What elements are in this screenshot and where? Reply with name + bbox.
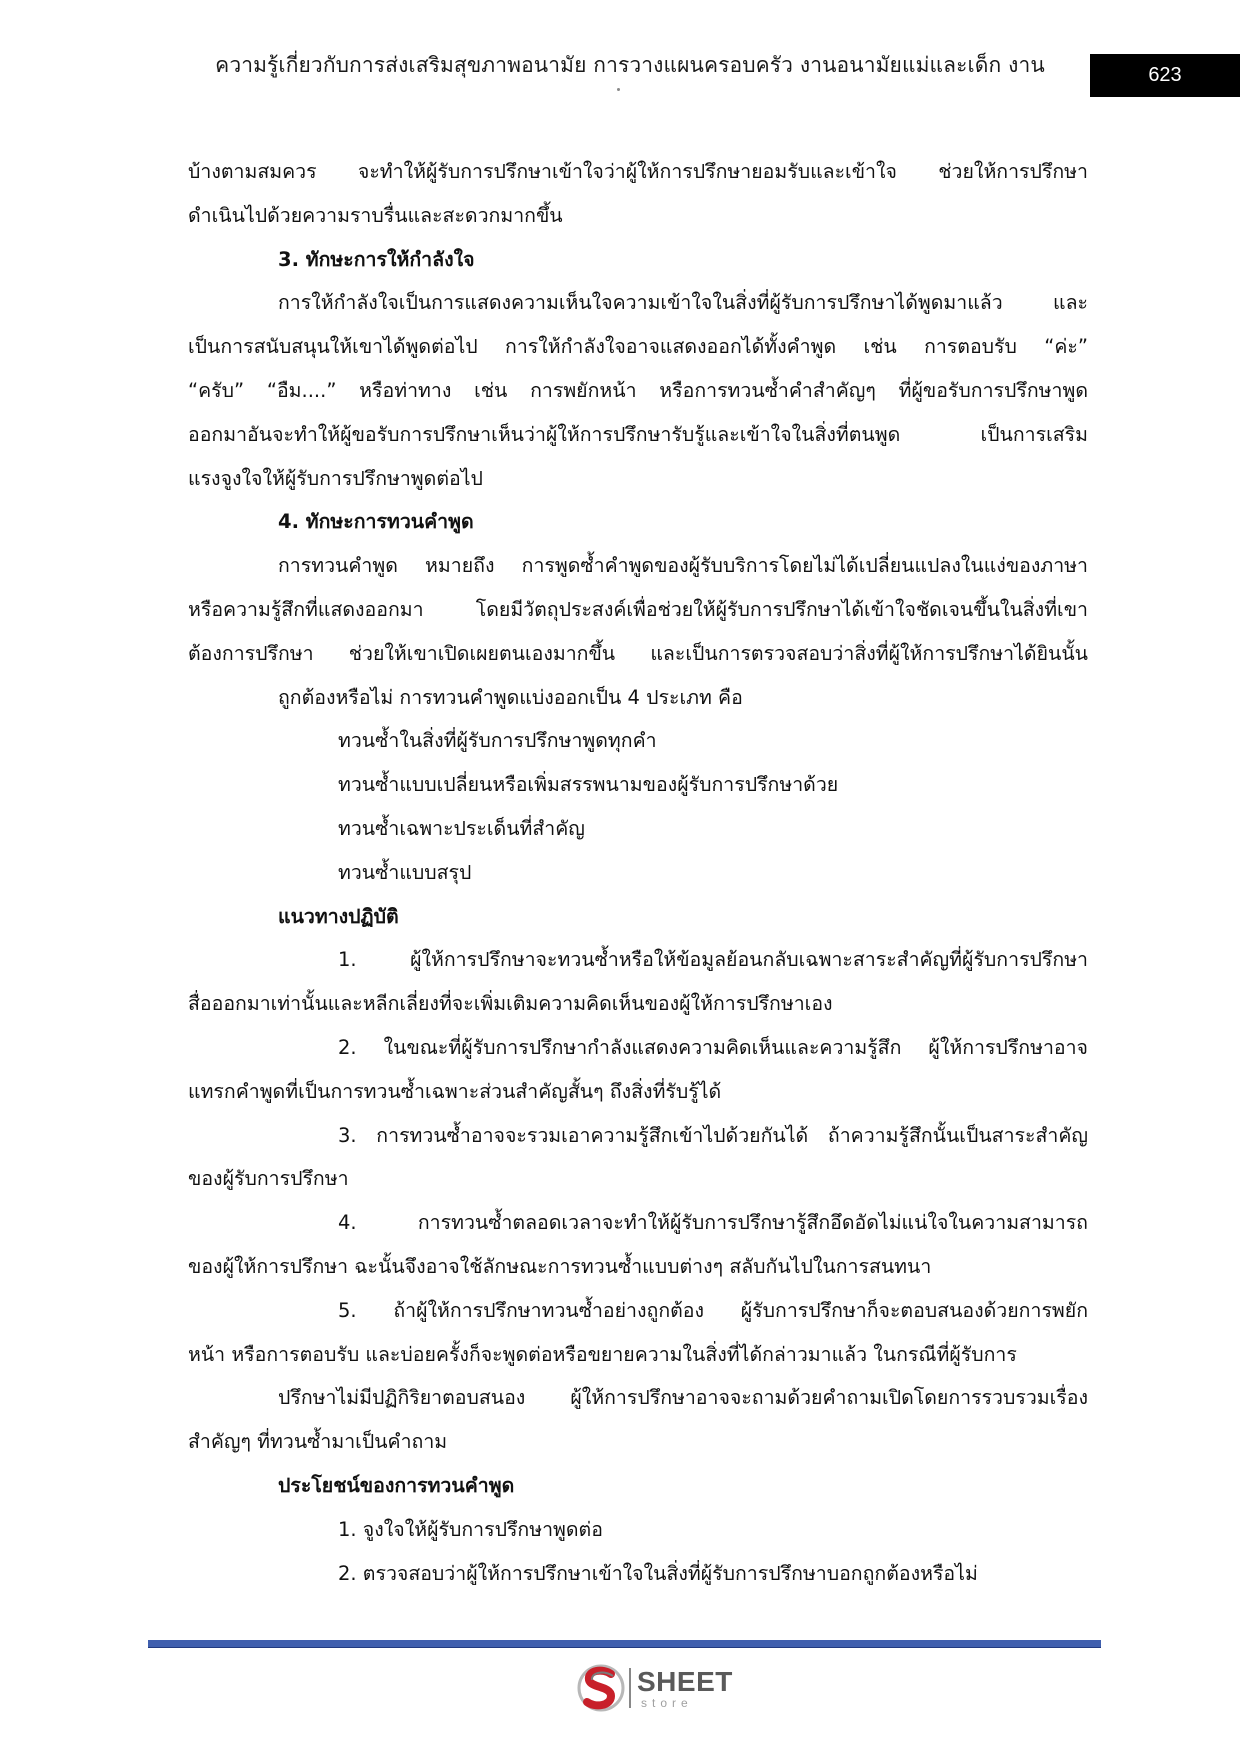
list-item: ทวนซ้ำในสิ่งที่ผู้รับการปรึกษาพูดทุกคำ bbox=[338, 729, 657, 753]
guideline-item: 2. ในขณะที่ผู้รับการปรึกษากำลังแสดงความคิดเห็นและความรู้สึก ผู้ให้การปรึกษาอาจ bbox=[338, 1035, 1088, 1059]
logo-subtext: store bbox=[641, 1696, 693, 1710]
guideline-item: 4. การทวนซ้ำตลอดเวลาจะทำให้ผู้รับการปรึกษารู้สึกอึดอัดไม่แน่ใจในความสามารถ bbox=[338, 1211, 1088, 1235]
list-item: ทวนซ้ำแบบเปลี่ยนหรือเพิ่มสรรพนามของผู้รับการปรึกษาด้วย bbox=[338, 773, 839, 797]
section-heading: ประโยชน์ของการทวนคำพูด bbox=[278, 1473, 515, 1497]
section-heading: แนวทางปฏิบัติ bbox=[278, 904, 399, 928]
page-number: 623 bbox=[1090, 54, 1240, 97]
logo-s-icon bbox=[575, 1660, 627, 1716]
footer-rule bbox=[148, 1640, 1101, 1648]
paragraph-line: ถูกต้องหรือไม่ การทวนคำพูดแบ่งออกเป็น 4 ประเภท คือ bbox=[278, 685, 743, 709]
guideline-item: สื่อออกมาเท่านั้นและหลีกเลี่ยงที่จะเพิ่มเติมความคิดเห็นของผู้ให้การปรึกษาเอง bbox=[188, 992, 833, 1016]
sheet-store-logo bbox=[575, 1660, 745, 1716]
paragraph-line: การทวนคำพูด หมายถึง การพูดซ้ำคำพูดของผู้รับบริการโดยไม่ได้เปลี่ยนแปลงในแง่ของภาษา bbox=[278, 554, 1088, 578]
benefit-item: 2. ตรวจสอบว่าผู้ให้การปรึกษาเข้าใจในสิ่งที่ผู้รับการปรึกษาบอกถูกต้องหรือไม่ bbox=[338, 1561, 978, 1585]
paragraph-line: ออกมาอันจะทำให้ผู้ขอรับการปรึกษาเห็นว่าผู้ให้การปรึกษารับรู้และเข้าใจในสิ่งที่ตนพูด เป็นการเสริม bbox=[188, 422, 1088, 446]
list-item: ทวนซ้ำแบบสรุป bbox=[338, 860, 472, 884]
paragraph-line: ต้องการปรึกษา ช่วยให้เขาเปิดเผยตนเองมากขึ้น และเป็นการตรวจสอบว่าสิ่งที่ผู้ให้การปรึกษาได้ยินนั้น bbox=[188, 641, 1088, 665]
guideline-item: หน้า หรือการตอบรับ และบ่อยครั้งก็จะพูดต่อหรือขยายความในสิ่งที่ได้กล่าวมาแล้ว ในกรณีที่ผู้รับการ bbox=[188, 1342, 1017, 1366]
guideline-item: 1. ผู้ให้การปรึกษาจะทวนซ้ำหรือให้ข้อมูลย้อนกลับเฉพาะสาระสำคัญที่ผู้รับการปรึกษา bbox=[338, 948, 1088, 972]
paragraph-line: แรงจูงใจให้ผู้รับการปรึกษาพูดต่อไป bbox=[188, 466, 483, 490]
guideline-item: ของผู้รับการปรึกษา bbox=[188, 1167, 349, 1191]
section-heading: 4. ทักษะการทวนคำพูด bbox=[278, 510, 474, 534]
logo-wordmark: SHEET bbox=[637, 1666, 733, 1697]
paragraph-line: การให้กำลังใจเป็นการแสดงความเห็นใจความเข้าใจในสิ่งที่ผู้รับการปรึกษาได้พูดมาแล้ว และ bbox=[278, 291, 1088, 315]
paragraph-line: “ครับ” “อืม....” หรือท่าทาง เช่น การพยักหน้า หรือการทวนซ้ำคำสำคัญๆ ที่ผู้ขอรับการปรึกษาพูด bbox=[188, 378, 1088, 402]
benefit-item: 1. จูงใจให้ผู้รับการปรึกษาพูดต่อ bbox=[338, 1517, 603, 1541]
paragraph-line: เป็นการสนับสนุนให้เขาได้พูดต่อไป การให้กำลังใจอาจแสดงออกได้ทั้งคำพูด เช่น การตอบรับ “ค่ะ” bbox=[188, 335, 1088, 359]
guideline-item: 3. การทวนซ้ำอาจจะรวมเอาความรู้สึกเข้าไปด้วยกันได้ ถ้าความรู้สึกนั้นเป็นสาระสำคัญ bbox=[338, 1123, 1088, 1147]
guideline-item: ของผู้ให้การปรึกษา ฉะนั้นจึงอาจใช้ลักษณะการทวนซ้ำแบบต่างๆ สลับกันไปในการสนทนา bbox=[188, 1254, 932, 1278]
guideline-item: สำคัญๆ ที่ทวนซ้ำมาเป็นคำถาม bbox=[188, 1430, 448, 1454]
section-heading: 3. ทักษะการให้กำลังใจ bbox=[278, 247, 475, 271]
header-dot bbox=[617, 88, 620, 91]
guideline-item: 5. ถ้าผู้ให้การปรึกษาทวนซ้ำอย่างถูกต้อง ผู้รับการปรึกษาก็จะตอบสนองด้วยการพยัก bbox=[338, 1298, 1088, 1322]
list-item: ทวนซ้ำเฉพาะประเด็นที่สำคัญ bbox=[338, 816, 585, 840]
document-body bbox=[188, 150, 1088, 1595]
paragraph-line: บ้างตามสมควร จะทำให้ผู้รับการปรึกษาเข้าใจว่าผู้ให้การปรึกษายอมรับและเข้าใจ ช่วยให้การปรึกษา bbox=[188, 160, 1088, 183]
paragraph-line: ดำเนินไปด้วยความราบรื่นและสะดวกมากขึ้น bbox=[188, 203, 563, 227]
paragraph-line: หรือความรู้สึกที่แสดงออกมา โดยมีวัตถุประสงค์เพื่อช่วยให้ผู้รับการปรึกษาได้เข้าใจชัดเจนขึ้นในสิ่งที่เขา bbox=[188, 597, 1088, 621]
running-header-title: ความรู้เกี่ยวกับการส่งเสริมสุขภาพอนามัย การวางแผนครอบครัว งานอนามัยแม่และเด็ก งาน bbox=[215, 53, 1045, 77]
guideline-item: ปรึกษาไม่มีปฏิกิริยาตอบสนอง ผู้ให้การปรึกษาอาจจะถามด้วยคำถามเปิดโดยการรวบรวมเรื่อง bbox=[278, 1386, 1088, 1410]
guideline-item: แทรกคำพูดที่เป็นการทวนซ้ำเฉพาะส่วนสำคัญสั้นๆ ถึงสิ่งที่รับรู้ได้ bbox=[188, 1079, 722, 1103]
logo-divider bbox=[629, 1668, 631, 1708]
